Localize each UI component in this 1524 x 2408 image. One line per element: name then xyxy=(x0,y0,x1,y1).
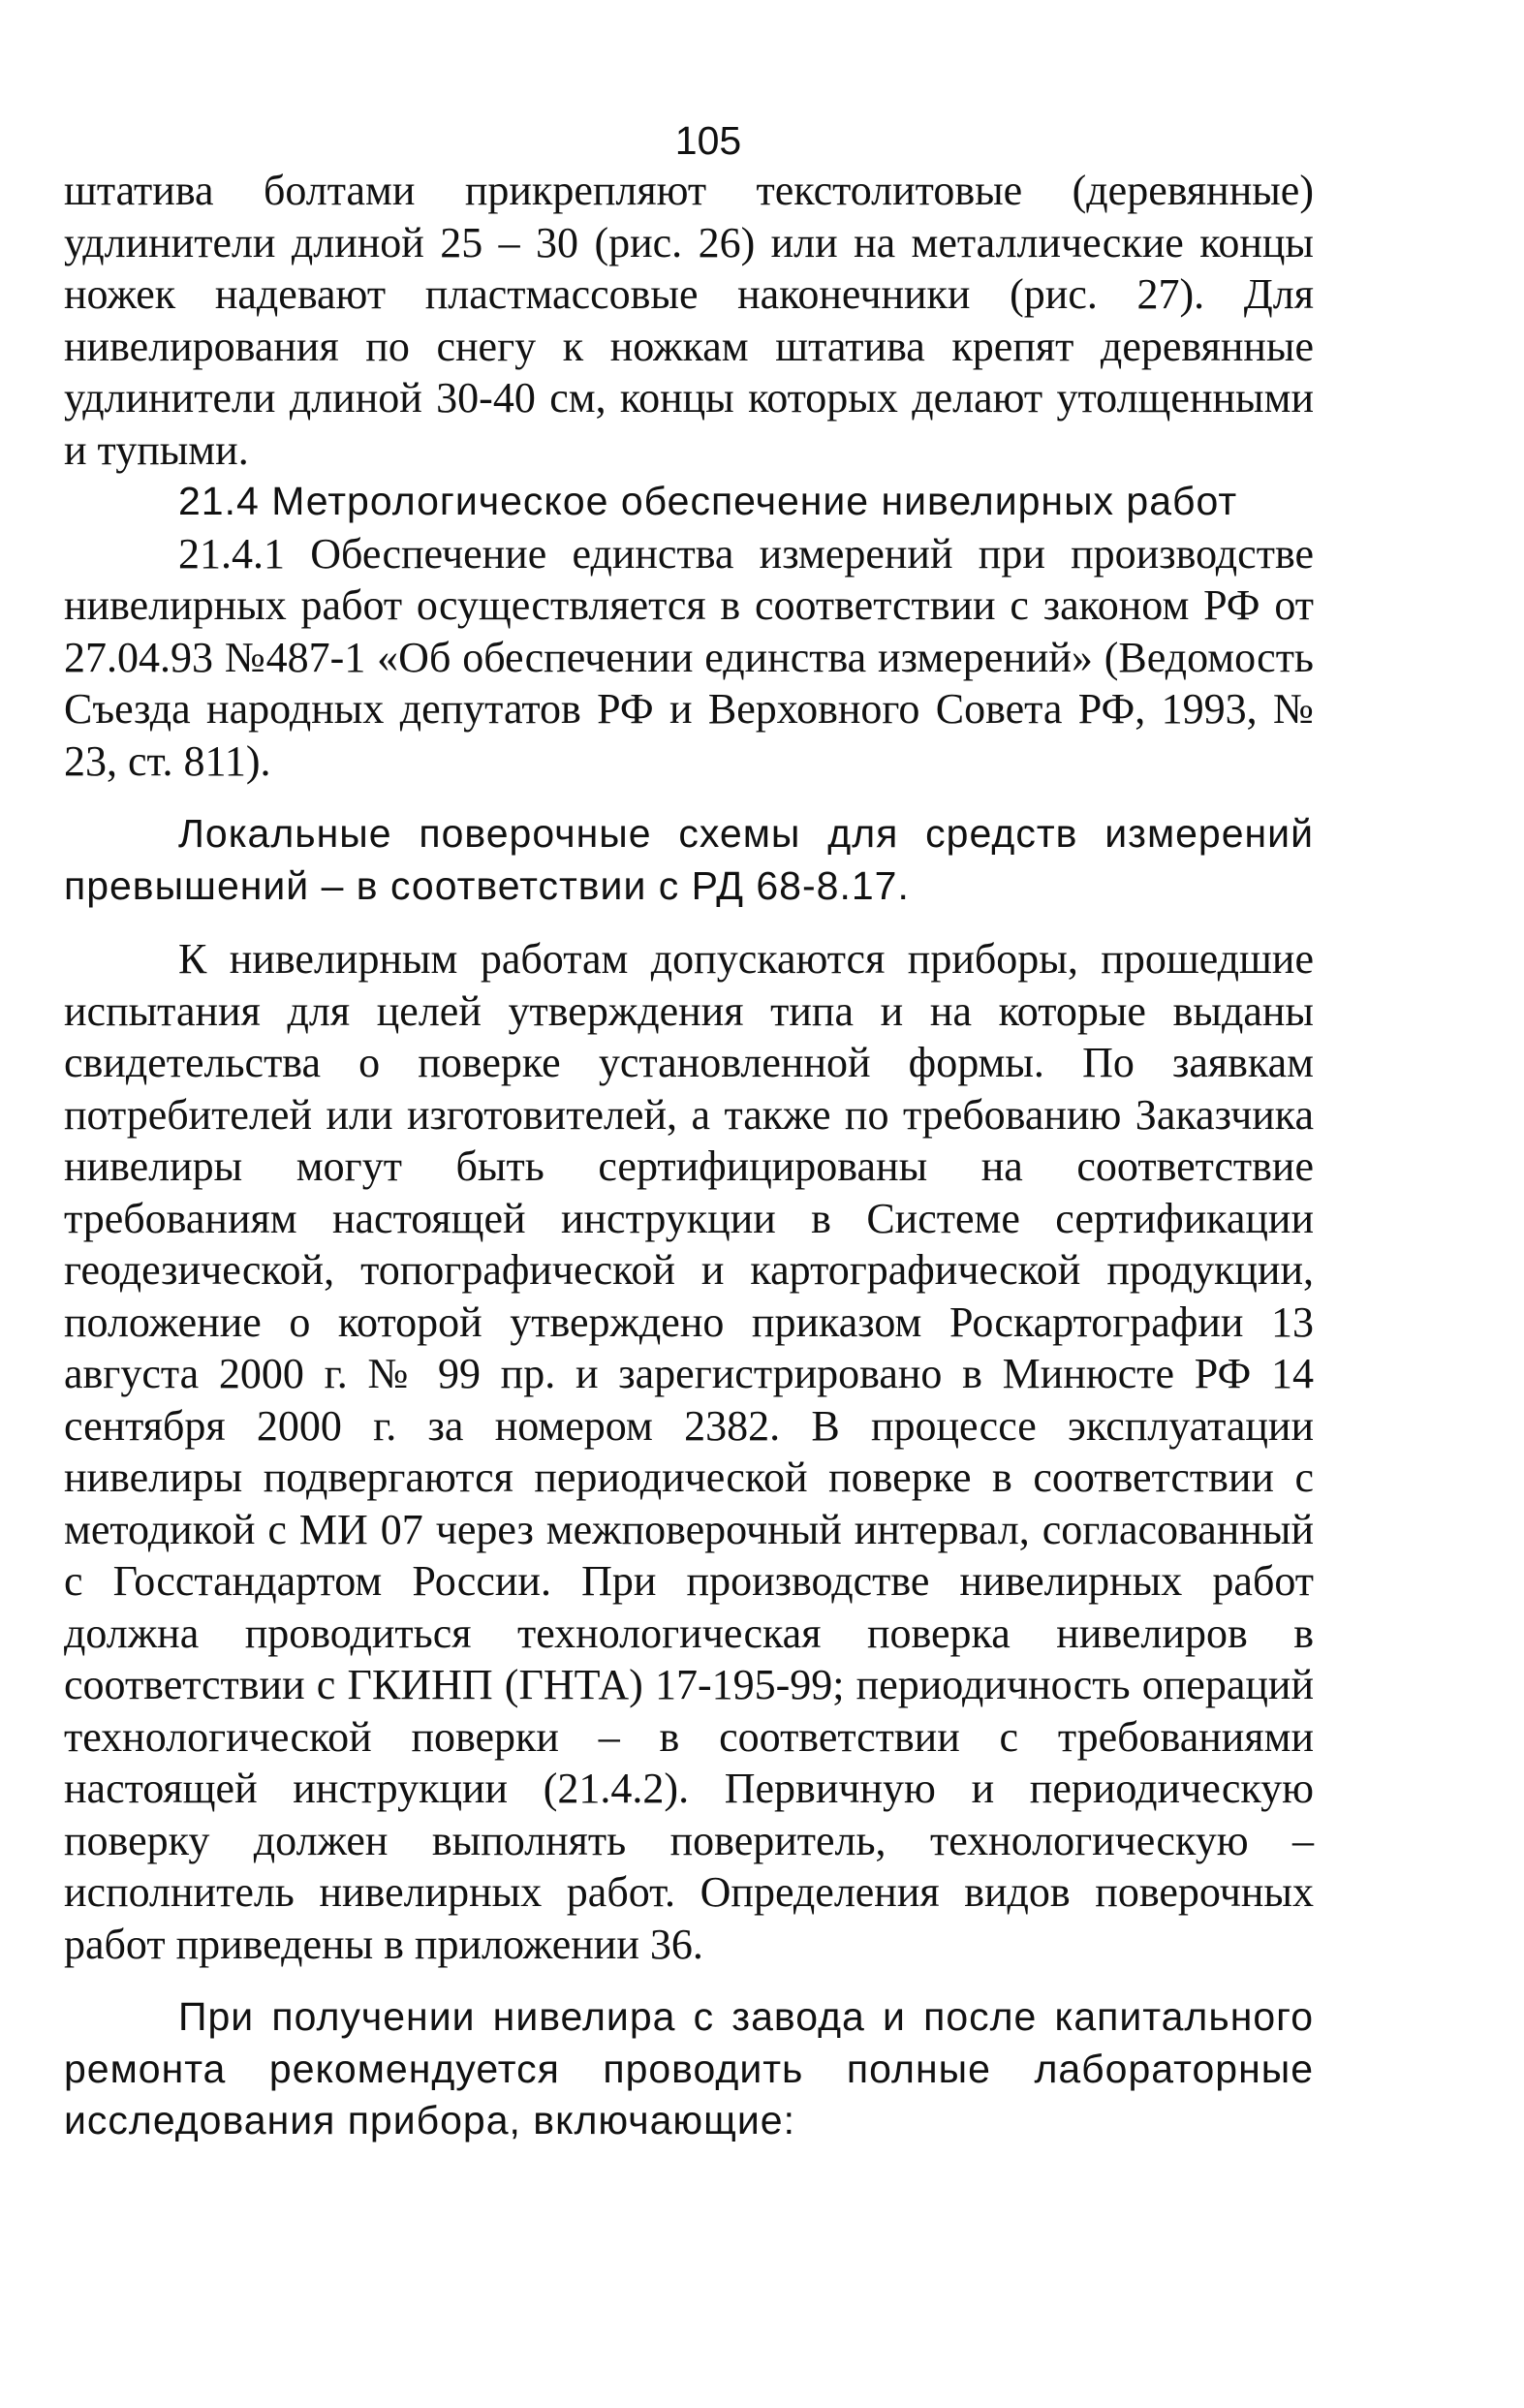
section-heading: 21.4 Метрологическое обеспечение нивелирных работ xyxy=(178,479,1238,523)
document-page xyxy=(64,116,1314,2147)
paragraph-metrology: 21.4.1 Обеспечение единства измерений при производстве нивелирных работ осуществляется в соответствии с законом РФ от 27.04.93 №487-1 «Об обеспечении единства измерений» (Ведомость Съезда народных депутатов РФ и Верховного Совета РФ, 1993, № 23, ст. 811). xyxy=(64,529,1314,785)
paragraph-continuation: штатива болтами прикрепляют текстолитовые (деревянные) удлинители длиной 25 – 30 (рис. 26) или на металлические концы ножек надевают пластмассовые наконечники (рис. 27). Для нивелирования по снегу к ножкам штатива крепят деревянные удлинители длиной 30-40 см, концы которых делают утолщенными и тупыми. xyxy=(64,167,1314,474)
paragraph-lab-research: При получении нивелира с завода и после капитального ремонта рекомендуется проводить полные лабораторные исследования прибора, включающие: xyxy=(64,1994,1314,2142)
paragraph-local-schemes: Локальные поверочные схемы для средств измерений превышений – в соответствии с РД 68-8.17. xyxy=(64,811,1314,908)
page-number: 105 xyxy=(674,118,742,163)
paragraph-instruments: К нивелирным работам допускаются приборы, прошедшие испытания для целей утверждения типа и на которые выданы свидетельства о поверке установленной формы. По заявкам потребителей или изготовителей, а также по требованию Заказчика нивелиры могут быть сертифицированы на соответствие требованиям настоящей инструкции в Системе сертификации геодезической, топографической и картографической продукции, положение о которой утверждено приказом Роскартографии 13 августа 2000 г. № 99 пр. и зарегистрировано в Минюсте РФ 14 сентября 2000 г. за номером 2382. В процессе эксплуатации нивелиры подвергаются периодической поверке в соответствии с методикой с МИ 07 через межповерочный интервал, согласованный с Госстандартом России. При производстве нивелирных работ должна проводиться технологическая поверка нивелиров в соответствии с ГКИНП (ГНТА) 17-195-99; периодичность операций технологической поверки – в соответствии с требованиями настоящей инструкции (21.4.2). Первичную и периодическую поверку должен выполнять поверитель, технологическую – исполнитель нивелирных работ. Определения видов поверочных работ приведены в приложении 36. xyxy=(64,935,1314,1968)
